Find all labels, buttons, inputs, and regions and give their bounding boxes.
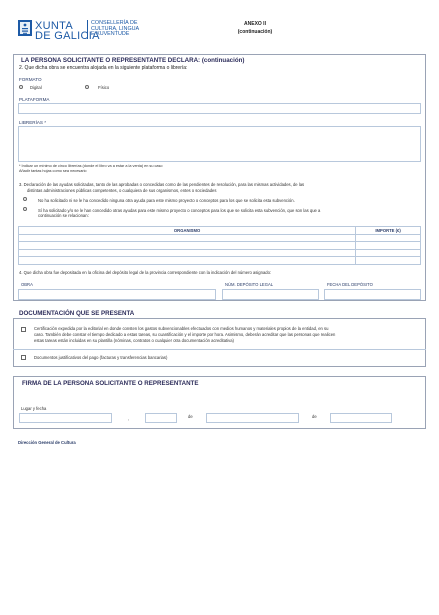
doc-divider	[13, 349, 426, 350]
deposit-date-label: FECHA DEL DEPÓSITO	[327, 282, 373, 287]
platform-input[interactable]	[18, 103, 421, 114]
format-physical-radio[interactable]	[85, 85, 89, 89]
libraries-note-1: * Indicar un mínimo de cinco librerías (donde el libro va a estar a la venta) en su caso	[19, 164, 163, 168]
month-input[interactable]	[206, 413, 299, 423]
dept-name	[91, 21, 139, 38]
dept-line1: CONSELLERÍA DE	[91, 20, 138, 26]
aid-other-radio[interactable]	[23, 207, 27, 211]
format-digital-radio[interactable]	[19, 85, 23, 89]
org-line2: DE GALICIA	[35, 30, 100, 42]
aid-none-radio[interactable]	[23, 197, 27, 201]
table-row[interactable]	[19, 242, 421, 250]
header-divider	[87, 20, 88, 39]
item-3-line2: distintas administraciones públicas competentes, o cualquiera de sus organismos, entes o sociedades	[27, 188, 217, 193]
item-2-text: 2. Que dicha obra se encuentra alojada en la siguiente plataforma o librería:	[19, 65, 188, 71]
deposit-number-label: NÚM. DEPÓSITO LEGAL	[225, 282, 274, 287]
item-4-text: 4. Que dicha obra fue depositada en la oficina del depósito legal de la provincia correspondiente con la indicación del número asignado:	[19, 270, 272, 275]
doc1-line2: caso. También debe constar el tiempo dedicado a estas tareas, su cuantificación y el importe por hora. Asimismo, deberán acreditar que las personas que realicen	[34, 332, 336, 337]
declaration-title: LA PERSONA SOLICITANTE O REPRESENTANTE DECLARA: (continuación)	[21, 57, 245, 64]
aid-none-text: No ha solicitado ni se le ha concedido ninguna otra ayuda para este mismo proyecto o conceptos para los que se solicita esta subvención.	[38, 198, 295, 203]
col-organismo: ORGANISMO	[19, 227, 356, 235]
de-separator-2: de	[312, 414, 317, 419]
col-importe: IMPORTE (€)	[356, 227, 421, 235]
format-physical-label: Físico	[98, 85, 110, 90]
xunta-logo	[18, 20, 32, 36]
deposit-number-input[interactable]	[222, 289, 319, 300]
comma-separator: ,	[128, 416, 130, 421]
org-line1: XUNTA	[35, 20, 73, 32]
galicia-shield-icon	[18, 20, 32, 36]
libraries-input[interactable]	[18, 126, 421, 162]
doc2-checkbox[interactable]	[21, 355, 26, 360]
table-row[interactable]	[19, 257, 421, 265]
signature-title: FIRMA DE LA PERSONA SOLICITANTE O REPRESENTANTE	[22, 380, 199, 387]
item-3-line1: 3. Declaración de las ayudas solicitadas, tanto de las aprobadas o concedidas como de las pendientes de resolución, para las mismas actividades, de las	[19, 182, 305, 187]
libraries-label: LIBRERÍAS *	[19, 120, 47, 125]
place-input[interactable]	[19, 413, 112, 423]
obra-label: OBRA	[21, 282, 33, 287]
obra-input[interactable]	[18, 289, 216, 300]
day-input[interactable]	[145, 413, 177, 423]
place-date-label: Lugar y fecha	[21, 406, 47, 411]
documentation-title: DOCUMENTACIÓN QUE SE PRESENTA	[19, 310, 135, 317]
table-row[interactable]	[19, 249, 421, 257]
table-row[interactable]	[19, 234, 421, 242]
format-label: FORMATO	[19, 77, 42, 82]
annex-subtitle: (continuación)	[237, 29, 273, 35]
dept-line2: CULTURA, LINGUA	[91, 25, 140, 32]
aid-table	[18, 226, 421, 265]
year-input[interactable]	[330, 413, 392, 423]
platform-label: PLATAFORMA	[19, 97, 50, 102]
format-digital-label: Digital	[30, 85, 42, 90]
aid-other-text-1: Sí ha solicitado y/o se le han concedido otras ayudas para este mismo proyecto o conceptos para los que se solicita esta subvención, que son las que a	[38, 208, 321, 213]
aid-other-text-2: continuación se relacionan:	[38, 213, 89, 218]
doc1-checkbox[interactable]	[21, 327, 26, 332]
doc1-line3: estas tareas están incluidas en su plantilla (nóminas, contratos o cualquier otra documentación acreditativa)	[34, 338, 234, 343]
annex-heading	[225, 21, 285, 35]
annex-title: ANEXO II	[244, 21, 266, 27]
doc2-text: Documentos justificativos del pago (facturas y transferencias bancarias)	[34, 355, 168, 360]
aid-table-header	[19, 227, 421, 235]
deposit-date-input[interactable]	[324, 289, 421, 300]
doc1-line1: Certificación expedida por la editorial en donde consten los gastos subvencionables efectuados con medios humanos y materiales propios de la entidad, en su	[34, 326, 329, 331]
libraries-note-2: Añadir tantas hojas como sea necesario	[19, 169, 87, 173]
de-separator-1: de	[188, 414, 193, 419]
footer-text: Dirección General de Cultura	[18, 440, 76, 445]
dept-line3: E XUVENTUDE	[91, 31, 130, 38]
